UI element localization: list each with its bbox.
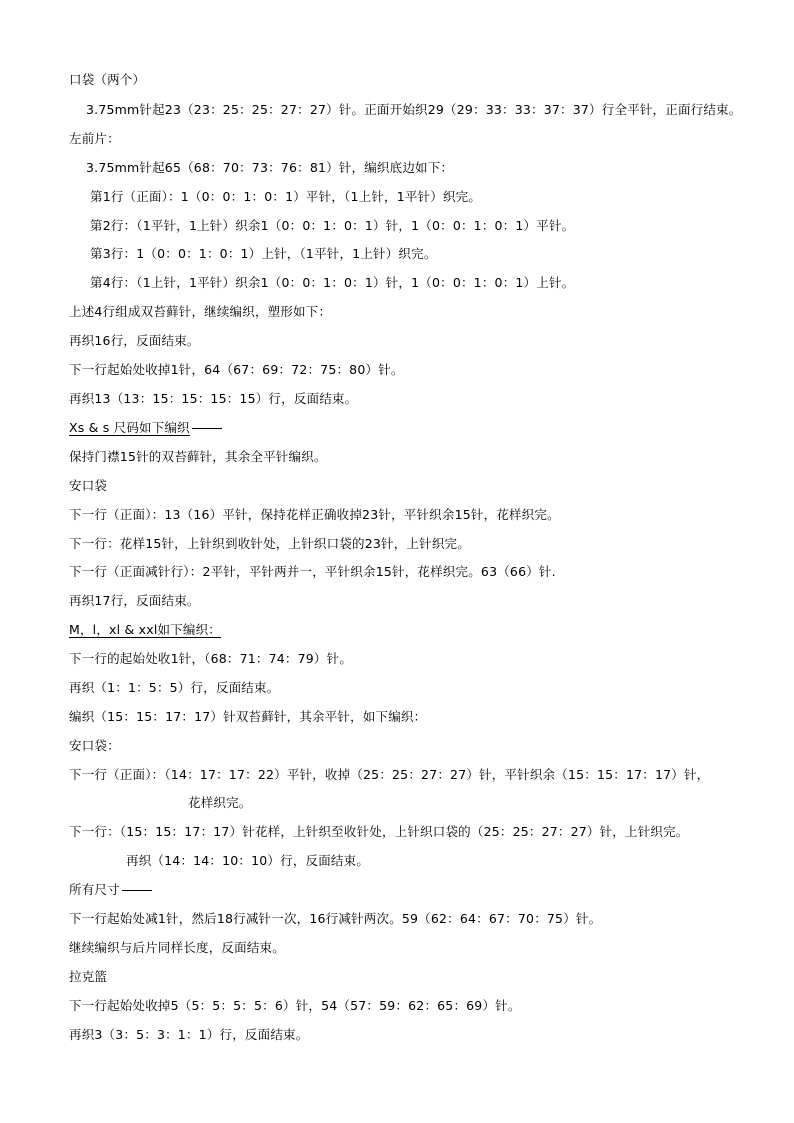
heading-dash <box>122 890 152 891</box>
xs-s-size-heading: Xs & s 尺码如下编织 <box>69 420 222 436</box>
double-moss-instruction: 上述4行组成双苔藓针，继续编织，塑形如下： <box>69 304 332 319</box>
pocket-row-rs: 下一行（正面）：13（16）平针，保持花样正确收掉23针，平针织余15针，花样织完。 <box>69 507 560 522</box>
raglan-heading: 拉克篮 <box>69 969 108 984</box>
left-front-heading: 左前片： <box>69 131 120 146</box>
work-17-rows: 再织17行，反面结束。 <box>69 593 200 608</box>
pocket-instruction: 3.75mm针起23（23：25：25：27：27）针。正面开始织29（29：33：33：37：37）行全平针，正面行结束。 <box>86 102 742 117</box>
pocket-row-rs-2-cont: 花样织完。 <box>188 795 252 810</box>
work-rows-2: 再织（14：14：10：10）行，反面结束。 <box>126 853 370 868</box>
shaping-instruction: 下一行起始处减1针，然后18行减针一次，16行减针两次。59（62：64：67：70：75）针。 <box>69 911 602 926</box>
heading-dash <box>192 428 222 429</box>
double-moss-band: 编织（15：15：17：17）针双苔藓针，其余平针，如下编织： <box>69 709 427 724</box>
row-2-instruction: 第2行：（1平针，1上针）织余1（0：0：1：0：1）针，1（0：0：1：0：1）平针。 <box>90 218 575 233</box>
cast-off-1-stitch: 下一行的起始处收1针，（68：71：74：79）针。 <box>69 651 353 666</box>
pocket-row-rs-2: 下一行（正面）：（14：17：17：22）平针，收掉（25：25：27：27）针，平针织余（15：15：17：17）针， <box>69 767 710 782</box>
work-rows-instruction: 再织（1：1：5：5）行，反面结束。 <box>69 680 280 695</box>
all-sizes-heading: 所有尺寸 <box>69 882 152 898</box>
pocket-row-ws: 下一行：花样15针，上针织到收针处，上针织口袋的23针，上针织完。 <box>69 536 470 551</box>
place-pocket-heading: 安口袋 <box>69 478 108 493</box>
work-13-rows: 再织13（13：15：15：15：15）行，反面结束。 <box>69 391 358 406</box>
cast-on-instruction: 3.75mm针起65（68：70：73：76：81）针，编织底边如下： <box>86 160 454 175</box>
work-16-rows: 再织16行，反面结束。 <box>69 333 200 348</box>
decrease-row: 下一行（正面减针行）：2平针，平针两并一，平针织余15针，花样织完。63（66）针. <box>69 564 556 579</box>
raglan-cast-off: 下一行起始处收掉5（5：5：5：5：6）针，54（57：59：62：65：69）针。 <box>69 998 521 1013</box>
band-instruction: 保持门襟15针的双苔藓针，其余全平针编织。 <box>69 449 327 464</box>
pocket-row-ws-2: 下一行：（15：15：17：17）针花样，上针织至收针处，上针织口袋的（25：25：27：27）针，上针织完。 <box>69 824 689 839</box>
continue-instruction: 继续编织与后片同样长度，反面结束。 <box>69 940 285 955</box>
pocket-heading: 口袋（两个） <box>69 72 146 87</box>
decrease-instruction: 下一行起始处收掉1针，64（67：69：72：75：80）针。 <box>69 362 404 377</box>
m-l-xl-xxl-heading: M，l，xl & xxl如下编织： <box>69 622 221 637</box>
place-pocket-heading-2: 安口袋： <box>69 738 120 753</box>
row-3-instruction: 第3行：1（0：0：1：0：1）上针，（1平针，1上针）织完。 <box>90 246 437 261</box>
raglan-work-rows: 再织3（3：5：3：1：1）行，反面结束。 <box>69 1027 309 1042</box>
row-1-instruction: 第1行（正面）：1（0：0：1：0：1）平针，（1上针，1平针）织完。 <box>90 189 482 204</box>
row-4-instruction: 第4行：（1上针，1平针）织余1（0：0：1：0：1）针，1（0：0：1：0：1）上针。 <box>90 275 575 290</box>
